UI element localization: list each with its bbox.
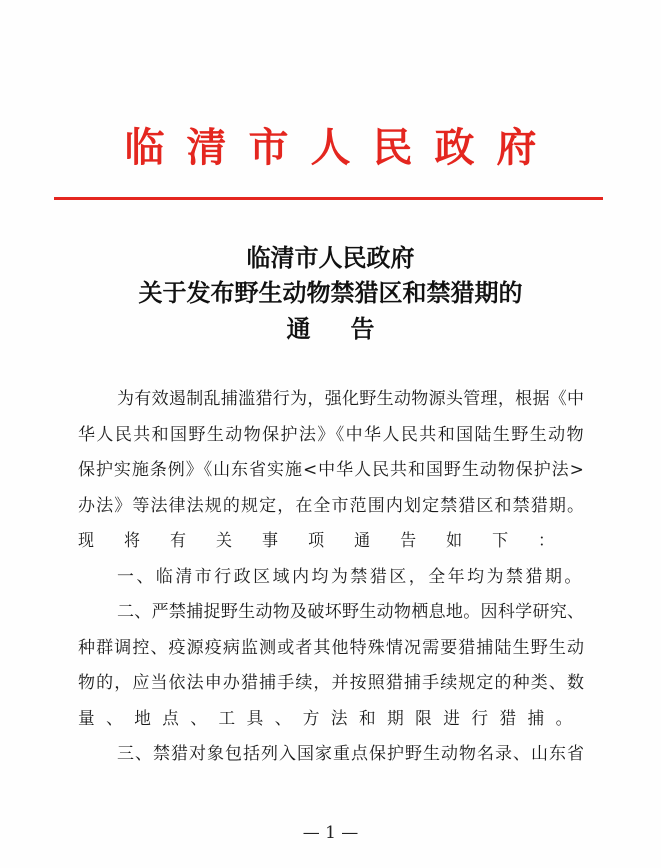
notice-title-line-3: 通告 bbox=[286, 314, 415, 343]
body-line: 物的，应当依法申办猎捕手续，并按照猎捕手续规定的种类、数 bbox=[78, 673, 586, 693]
page-number: — 1 — bbox=[302, 823, 359, 843]
body-line: 种群调控、疫源疫病监测或者其他特殊情况需要猎捕陆生野生动 bbox=[78, 638, 586, 658]
red-divider-line bbox=[54, 197, 603, 200]
notice-title-line-1: 临清市人民政府 bbox=[246, 243, 415, 272]
notice-title-line-2: 关于发布野生动物禁猎区和禁猎期的 bbox=[138, 278, 523, 307]
body-line: 现将有关事项通告如下： bbox=[78, 531, 585, 551]
body-line: 量、地点、工具、方法和期限进行猎捕。 bbox=[78, 709, 584, 729]
body-line: 保护实施条例》《山东省实施<中华人民共和国野生动物保护法> bbox=[78, 460, 585, 480]
issuer-header: 临清市人民政府 bbox=[124, 124, 559, 171]
body-line: 为有效遏制乱捕滥猎行为，强化野生动物源头管理，根据《中 bbox=[117, 389, 585, 409]
body-line: 华人民共和国野生动物保护法》《中华人民共和国陆生野生动物 bbox=[78, 425, 585, 445]
body-line: 二、严禁捕捉野生动物及破坏野生动物栖息地。因科学研究、 bbox=[117, 602, 585, 622]
body-line: 办法》等法律法规的规定，在全市范围内划定禁猎区和禁猎期。 bbox=[78, 496, 586, 516]
body-line: 一、临清市行政区域内均为禁猎区，全年均为禁猎期。 bbox=[117, 567, 584, 587]
body-line: 三、禁猎对象包括列入国家重点保护野生动物名录、山东省 bbox=[117, 744, 585, 764]
